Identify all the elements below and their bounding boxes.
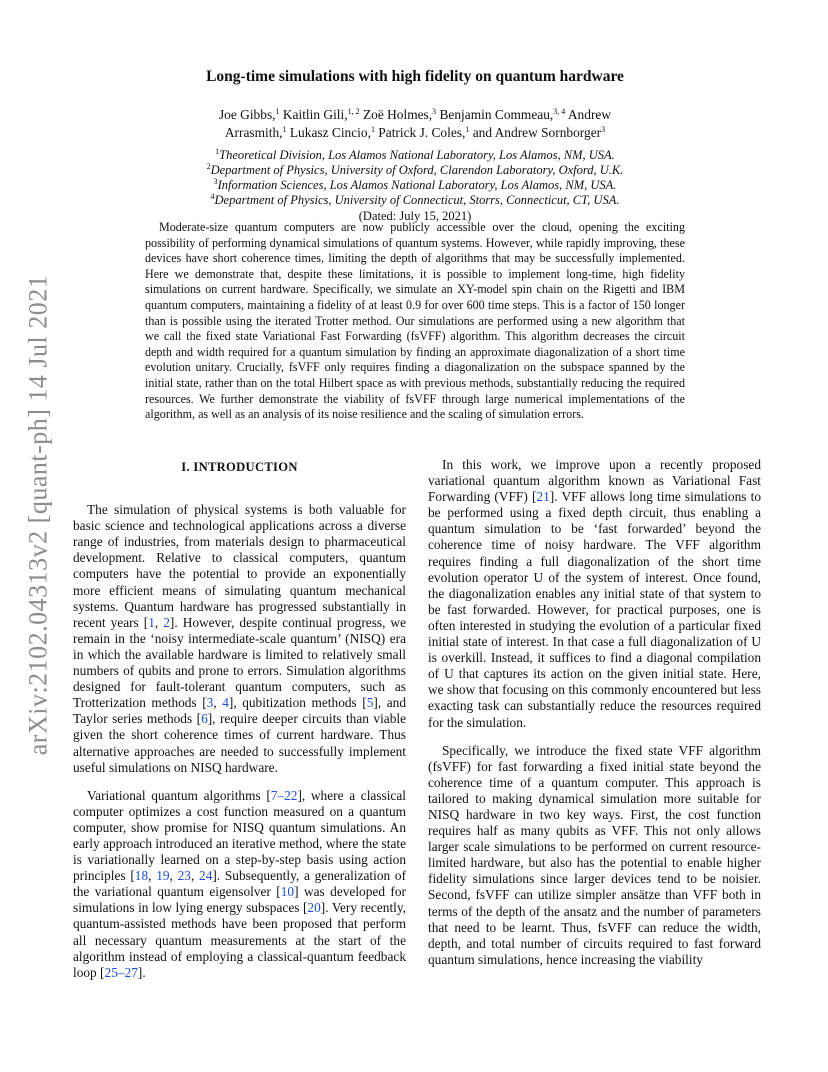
left-column bbox=[73, 457, 406, 993]
author-affiliation-mark: 1 bbox=[370, 125, 375, 134]
abstract: Moderate-size quantum computers are now publicly accessible over the cloud, opening the exciting possibility of performing dynamical simulations of quantum systems. However, while rapidly improving, these devices have short coherence times, limiting the depth of algorithms that may be successfully implemented. Here we demonstrate that, despite these limitations, it is possible to implement long-time, high fidelity simulations on current hardware. Specifically, we simulate an XY-model spin chain on the Rigetti and IBM quantum computers, maintaining a fidelity of at least 0.9 for over 600 time steps. This is a factor of 150 longer than is possible using the iterated Trotter method. Our simulations are performed using a new algorithm that we call the fixed state Variational Fast Forwarding (fsVFF) algorithm. This algorithm decreases the circuit depth and width required for a quantum simulation by finding an approximate diagonalization of a short time evolution unitary. Crucially, fsVFF only requires finding a diagonalization on the subspace spanned by the initial state, rather than on the total Hilbert space as with previous methods, substantially reducing the required resources. We further demonstrate the viability of fsVFF through large numerical implementations of the algorithm, as well as an analysis of its noise resilience and the scaling of simulation errors. bbox=[145, 220, 685, 422]
citation-link[interactable]: 19 bbox=[156, 868, 170, 884]
left-column-body bbox=[73, 502, 406, 981]
section-heading: I. INTRODUCTION bbox=[181, 460, 298, 474]
body-paragraph: Variational quantum algorithms [7–22], where a classical computer optimizes a cost function measured on a quantum computer, show promise for NISQ quantum simulations. An early approach introduced an iterative method, where the state is variationally learned on a step-by-step basis using action principles [18, 19, 23, 24]. Subsequently, a generalization of the variational quantum eigensolver [10] was developed for simulations in low lying energy subspaces [20]. Very recently, quantum-assisted methods have been proposed that perform all necessary quantum measurements at the start of the algorithm instead of employing a classical-quantum feedback loop [25–27]. bbox=[73, 787, 407, 980]
author-affiliation-mark: 3 bbox=[601, 125, 606, 134]
citation-link[interactable]: 7–22 bbox=[270, 787, 298, 803]
affiliation-number: 2 bbox=[206, 162, 211, 171]
affiliation-number: 3 bbox=[213, 177, 218, 186]
author-affiliation-mark: 3 bbox=[432, 107, 437, 116]
affiliation-text: Theoretical Division, Los Alamos National Laboratory, Los Alamos, NM, USA. bbox=[219, 148, 615, 162]
author-line bbox=[90, 124, 740, 142]
citation-link[interactable]: 23 bbox=[177, 868, 191, 884]
affiliation-text: Department of Physics, University of Oxford, Clarendon Laboratory, Oxford, U.K. bbox=[210, 163, 624, 177]
citation-link[interactable]: 21 bbox=[536, 489, 550, 505]
author-name: Joe Gibbs, bbox=[218, 107, 276, 122]
author-affiliation-mark: 3, 4 bbox=[553, 107, 566, 116]
affiliation-text: Information Sciences, Los Alamos National Laboratory, Los Alamos, NM, USA. bbox=[217, 178, 617, 192]
citation-link[interactable]: 6 bbox=[201, 711, 208, 727]
author-name: Benjamin Commeau, bbox=[436, 107, 554, 122]
citation-link[interactable]: 24 bbox=[199, 868, 213, 884]
affiliation-number: 4 bbox=[210, 192, 215, 201]
author-name: and Andrew Sornborger bbox=[469, 125, 602, 140]
citation-link[interactable]: 20 bbox=[307, 900, 321, 916]
body-paragraph: Specifically, we introduce the fixed state VFF algorithm (fsVFF) for fast forwarding a fixed initial state beyond the coherence time of a quantum computer. This approach is tailored to making dynamical simulation more suitable for NISQ hardware in two key ways. First, the cost function requires half as many qubits as VFF. This not only allows larger scale simulations to be performed on current resource-limited hardware, but also has the potential to enable higher fidelity simulations since larger devices tend to be noisier. Second, fsVFF can utilize simpler ansätze than VFF both in terms of the depth of the ansatz and the number of parameters that need to be learnt. Thus, fsVFF can reduce the width, depth, and total number of circuits required to fast forward quantum simulations, hence increasing the viability bbox=[428, 742, 761, 967]
author-list bbox=[90, 106, 740, 142]
citation-link[interactable]: 10 bbox=[280, 884, 295, 900]
author-name: Lukasz Cincio, bbox=[286, 125, 371, 140]
right-column bbox=[428, 457, 761, 980]
citation-link[interactable]: 4 bbox=[222, 695, 229, 711]
affiliation bbox=[90, 193, 740, 208]
arxiv-identifier-text: arXiv:2102.04313v2 [quant-ph] 14 Jul 2021 bbox=[23, 274, 53, 756]
citation-link[interactable]: 1 bbox=[148, 614, 155, 630]
author-affiliation-mark: 1 bbox=[275, 107, 280, 116]
affiliation-number: 1 bbox=[215, 147, 220, 156]
author-name: Patrick J. Coles, bbox=[374, 125, 466, 140]
affiliation-text: Department of Physics, University of Connecticut, Storrs, Connecticut, CT, USA. bbox=[214, 193, 620, 207]
affiliation-list bbox=[90, 148, 740, 208]
author-name: Andrew bbox=[565, 107, 612, 122]
citation-link[interactable]: 2 bbox=[163, 614, 170, 630]
author-affiliation-mark: 1, 2 bbox=[347, 107, 360, 116]
citation-link[interactable]: 18 bbox=[134, 868, 149, 884]
citation-link[interactable]: 25–27 bbox=[104, 964, 138, 980]
citation-link[interactable]: 3 bbox=[206, 695, 214, 711]
author-line bbox=[90, 106, 740, 124]
paper-header bbox=[90, 68, 740, 224]
author-name: Arrasmith, bbox=[224, 125, 283, 140]
author-affiliation-mark: 1 bbox=[282, 125, 287, 134]
author-name: Kaitlin Gili, bbox=[279, 107, 348, 122]
affiliation bbox=[90, 163, 740, 178]
affiliation bbox=[90, 178, 740, 193]
author-name: Zoë Holmes, bbox=[359, 107, 433, 122]
affiliation bbox=[90, 148, 740, 163]
citation-link[interactable]: 5 bbox=[366, 695, 374, 711]
arxiv-identifier bbox=[18, 274, 58, 756]
right-column-body bbox=[428, 457, 761, 968]
body-paragraph: The simulation of physical systems is both valuable for basic science and technological applications across a diverse range of industries, from materials design to pharmaceutical development. Relative to classical computers, quantum computers have the potential to provide an exponentially more efficient means of simulating quantum mechanical systems. Quantum hardware has progressed substantially in recent years [1, 2]. However, despite continual progress, we remain in the ‘noisy intermediate-scale quantum’ (NISQ) era in which the available hardware is limited to relatively small numbers of qubits and prone to errors. Simulation algorithms designed for fault-tolerant quantum computers, such as Trotterization methods [3, 4], qubitization methods [5], and Taylor series methods [6], require deeper circuits than viable given the short coherence times of current hardware. Thus alternative approaches are needed to successfully implement useful simulations on NISQ hardware. bbox=[73, 502, 406, 775]
author-affiliation-mark: 1 bbox=[465, 125, 470, 134]
paper-title: Long-time simulations with high fidelity on quantum hardware bbox=[206, 68, 624, 85]
body-paragraph: In this work, we improve upon a recently proposed variational quantum algorithm known as Variational Fast Forwarding (VFF) [21]. VFF allows long time simulations to be performed using a fixed depth circuit, thus enabling a quantum simulation to be ‘fast forwarded’ beyond the coherence time of noisy hardware. The VFF algorithm requires finding a full diagonalization of the short time evolution operator U of the system of interest. Once found, the diagonalization enables any initial state of that system to be fast forwarded. However, for practical purposes, one is often interested in studying the evolution of a particular fixed initial state of interest. In that case a full diagonalization of U is overkill. Instead, it suffices to find a diagonal compilation of U that captures its action on the given initial state. Here, we show that focusing on this commonly encountered but less exacting task can substantially reduce the resources required for the simulation. bbox=[428, 457, 761, 730]
paper-date: (Dated: July 15, 2021) bbox=[358, 209, 472, 223]
